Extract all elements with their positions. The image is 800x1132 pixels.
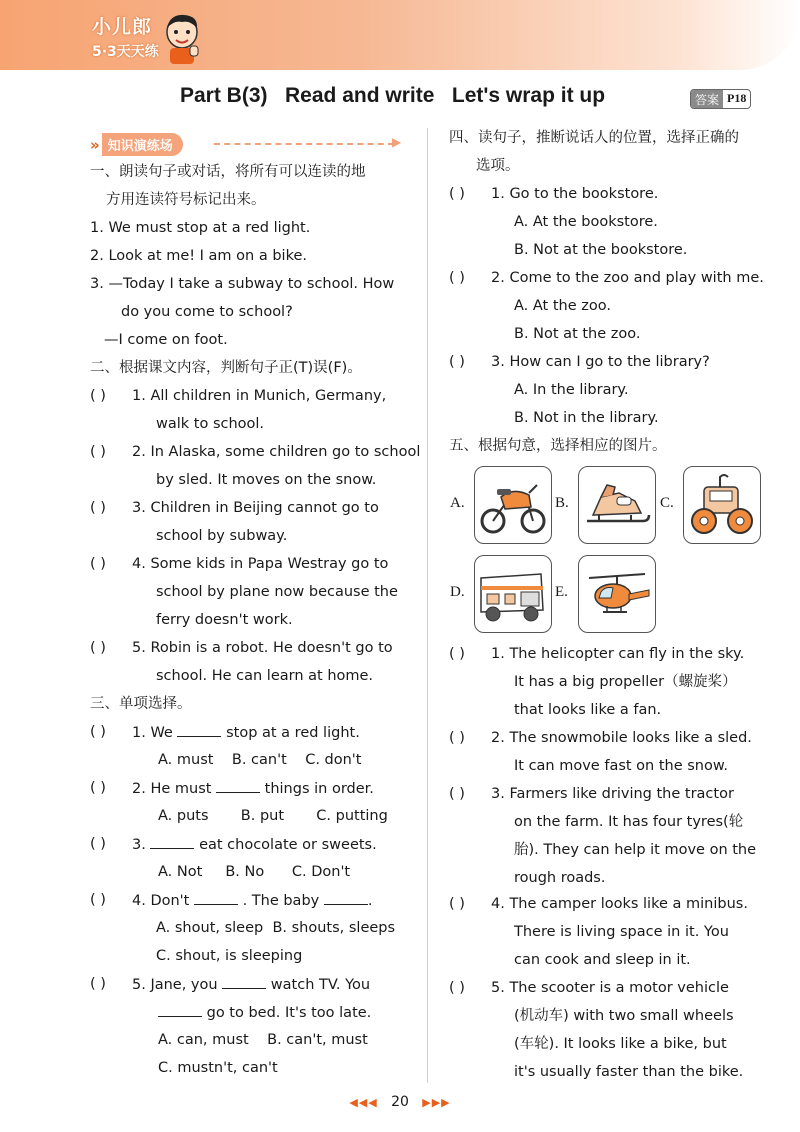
s4-3-option-a: A. In the library. [514,382,629,398]
s3-5-blank-2[interactable] [158,1002,202,1017]
s3-3-paren[interactable]: ( ) [90,836,106,852]
page-footer [0,1094,800,1110]
s5-5-line3: (车轮). It looks like a bike, but [514,1036,727,1052]
s3-5-options-2: C. mustn't, can't [158,1060,278,1076]
s5-1-line2: It has a big propeller（螺旋桨） [514,674,737,690]
s3-3-text-a: 3. [132,837,146,853]
pic-label-b: B. [555,495,569,511]
s4-heading: 四、读句子，推断说话人的位置，选择正确的 [449,130,739,146]
s4-1-question: 1. Go to the bookstore. [491,186,659,202]
s2-5-paren[interactable]: ( ) [90,640,106,656]
snowmobile-icon [579,467,655,543]
s5-3-line4: rough roads. [514,870,606,886]
column-divider [427,128,428,1083]
logo-title: 小儿郎 [92,16,153,38]
answer-key-label: 答案 [691,90,723,108]
s3-4-paren[interactable]: ( ) [90,892,106,908]
s3-5-blank-1[interactable] [222,974,266,989]
s3-4-text-a: 4. Don't [132,893,190,909]
s4-3-option-b: B. Not in the library. [514,410,659,426]
s3-3-blank[interactable] [150,834,194,849]
s4-2-option-b: B. Not at the zoo. [514,326,641,342]
picture-a[interactable] [474,466,552,544]
s2-2-line2: by sled. It moves on the snow. [156,472,377,488]
s2-3-paren[interactable]: ( ) [90,500,106,516]
s4-2-paren[interactable]: ( ) [449,270,465,286]
s3-4-options-1: A. shout, sleep B. shouts, sleeps [156,920,396,936]
pic-label-e: E. [555,584,568,600]
s5-2-line2: It can move fast on the snow. [514,758,729,774]
picture-b[interactable] [578,466,656,544]
s2-4-line2: school by plane now because the [156,584,398,600]
s3-2-text-a: 2. He must [132,781,212,797]
s3-2-blank[interactable] [216,778,260,793]
s4-1-option-b: B. Not at the bookstore. [514,242,688,258]
s1-item-2: 2. Look at me! I am on a bike. [90,248,307,264]
s3-5-options-1: A. can, must B. can't, must [158,1032,368,1048]
s3-2-text-b: things in order. [264,781,374,797]
s3-1-text-a: 1. We [132,725,173,741]
s3-4-question [132,890,372,911]
s4-2-question: 2. Come to the zoo and play with me. [491,270,764,286]
tractor-icon [684,467,760,543]
s4-heading-cont: 选项。 [476,158,520,174]
s3-5-text-c: go to bed. It's too late. [206,1005,372,1021]
s5-4-line3: can cook and sleep in it. [514,952,691,968]
s3-4-text-b: . The baby [242,893,320,909]
s3-3-options: A. Not B. No C. Don't [158,864,351,880]
s2-2-paren[interactable]: ( ) [90,444,106,460]
s4-2-option-a: A. At the zoo. [514,298,611,314]
s1-heading: 一、朗读句子或对话，将所有可以连读的地 [90,164,366,180]
s5-3-line3: 胎). They can help it move on the [514,842,757,858]
s2-5-line2: school. He can learn at home. [156,668,374,684]
s2-1-line1: 1. All children in Munich, Germany, [132,388,387,404]
prev-arrows-icon: ◀◀◀ [349,1096,378,1109]
s2-5-line1: 5. Robin is a robot. He doesn't go to [132,640,393,656]
pic-label-c: C. [660,495,674,511]
motorcycle-icon [475,467,551,543]
s5-1-line1: 1. The helicopter can fly in the sky. [491,646,745,662]
s4-1-option-a: A. At the bookstore. [514,214,658,230]
s2-2-line1: 2. In Alaska, some children go to school [132,444,421,460]
page-title: Part B(3) Read and write Let's wrap it up [180,84,606,107]
s2-3-line1: 3. Children in Beijing cannot go to [132,500,379,516]
s2-1-line2: walk to school. [156,416,265,432]
picture-c[interactable] [683,466,761,544]
s3-1-question [132,722,360,743]
s3-1-text-b: stop at a red light. [226,725,360,741]
s3-2-question [132,778,374,799]
picture-e[interactable] [578,555,656,633]
s5-2-line1: 2. The snowmobile looks like a sled. [491,730,752,746]
s5-5-line2: (机动车) with two small wheels [514,1008,734,1024]
s5-5-line1: 5. The scooter is a motor vehicle [491,980,729,996]
s5-1-paren[interactable]: ( ) [449,646,465,662]
s5-3-paren[interactable]: ( ) [449,786,465,802]
s2-1-paren[interactable]: ( ) [90,388,106,404]
helicopter-icon [579,556,655,632]
s3-5-paren[interactable]: ( ) [90,976,106,992]
s3-5-text-a: 5. Jane, you [132,977,218,993]
s5-5-paren[interactable]: ( ) [449,980,465,996]
s4-1-paren[interactable]: ( ) [449,186,465,202]
s5-5-line4: it's usually faster than the bike. [514,1064,744,1080]
s3-1-paren[interactable]: ( ) [90,724,106,740]
mascot-icon [160,12,204,66]
section-badge-label: 知识演练场 [102,133,183,156]
brand-logo [92,12,159,61]
s2-3-line2: school by subway. [156,528,288,544]
s5-2-paren[interactable]: ( ) [449,730,465,746]
dashed-divider [214,143,394,145]
s3-5-text-b: watch TV. You [270,977,371,993]
pic-label-a: A. [450,495,465,511]
s3-2-paren[interactable]: ( ) [90,780,106,796]
picture-d[interactable] [474,555,552,633]
s5-4-paren[interactable]: ( ) [449,896,465,912]
s4-3-question: 3. How can I go to the library? [491,354,710,370]
s3-4-blank-1[interactable] [194,890,238,905]
s3-4-blank-2[interactable] [324,890,368,905]
s3-3-text-b: eat chocolate or sweets. [199,837,377,853]
s1-heading-cont: 方用连读符号标记出来。 [106,192,266,208]
s5-3-line1: 3. Farmers like driving the tractor [491,786,734,802]
answer-key-page: P18 [727,91,747,105]
s5-1-line3: that looks like a fan. [514,702,662,718]
s3-2-options: A. puts B. put C. putting [158,808,388,824]
s2-4-line1: 4. Some kids in Papa Westray go to [132,556,389,572]
s4-3-paren[interactable]: ( ) [449,354,465,370]
arrow-right-icon: ▶ [392,135,402,149]
s3-5-question-cont [158,1002,371,1023]
s3-5-question [132,974,370,995]
s3-3-question [132,834,377,855]
s1-item-3-reply: —I come on foot. [104,332,228,348]
page-number: 20 [391,1094,409,1110]
s1-item-3-cont: do you come to school? [121,304,293,320]
s5-4-line2: There is living space in it. You [514,924,729,940]
s5-3-line2: on the farm. It has four tyres(轮 [514,814,744,830]
camper-icon [475,556,551,632]
next-arrows-icon: ▶▶▶ [422,1096,451,1109]
s3-4-text-c: . [367,893,373,909]
logo-subtitle: 5·3天天练 [92,44,159,60]
s3-heading: 三、单项选择。 [90,696,192,712]
s1-item-1: 1. We must stop at a red light. [90,220,311,236]
s5-4-line1: 4. The camper looks like a minibus. [491,896,748,912]
section-badge [90,133,183,156]
s3-1-options: A. must B. can't C. don't [158,752,362,768]
s2-heading: 二、根据课文内容，判断句子正(T)误(F)。 [90,360,362,376]
pic-label-d: D. [450,584,465,600]
s5-heading: 五、根据句意，选择相应的图片。 [449,438,667,454]
s3-4-options-2: C. shout, is sleeping [156,948,303,964]
s3-1-blank[interactable] [177,722,221,737]
s2-4-line3: ferry doesn't work. [156,612,293,628]
s2-4-paren[interactable]: ( ) [90,556,106,572]
chevron-right-icon: » [90,135,100,154]
answer-key-badge [690,89,751,109]
s1-item-3: 3. —Today I take a subway to school. How [90,276,395,292]
